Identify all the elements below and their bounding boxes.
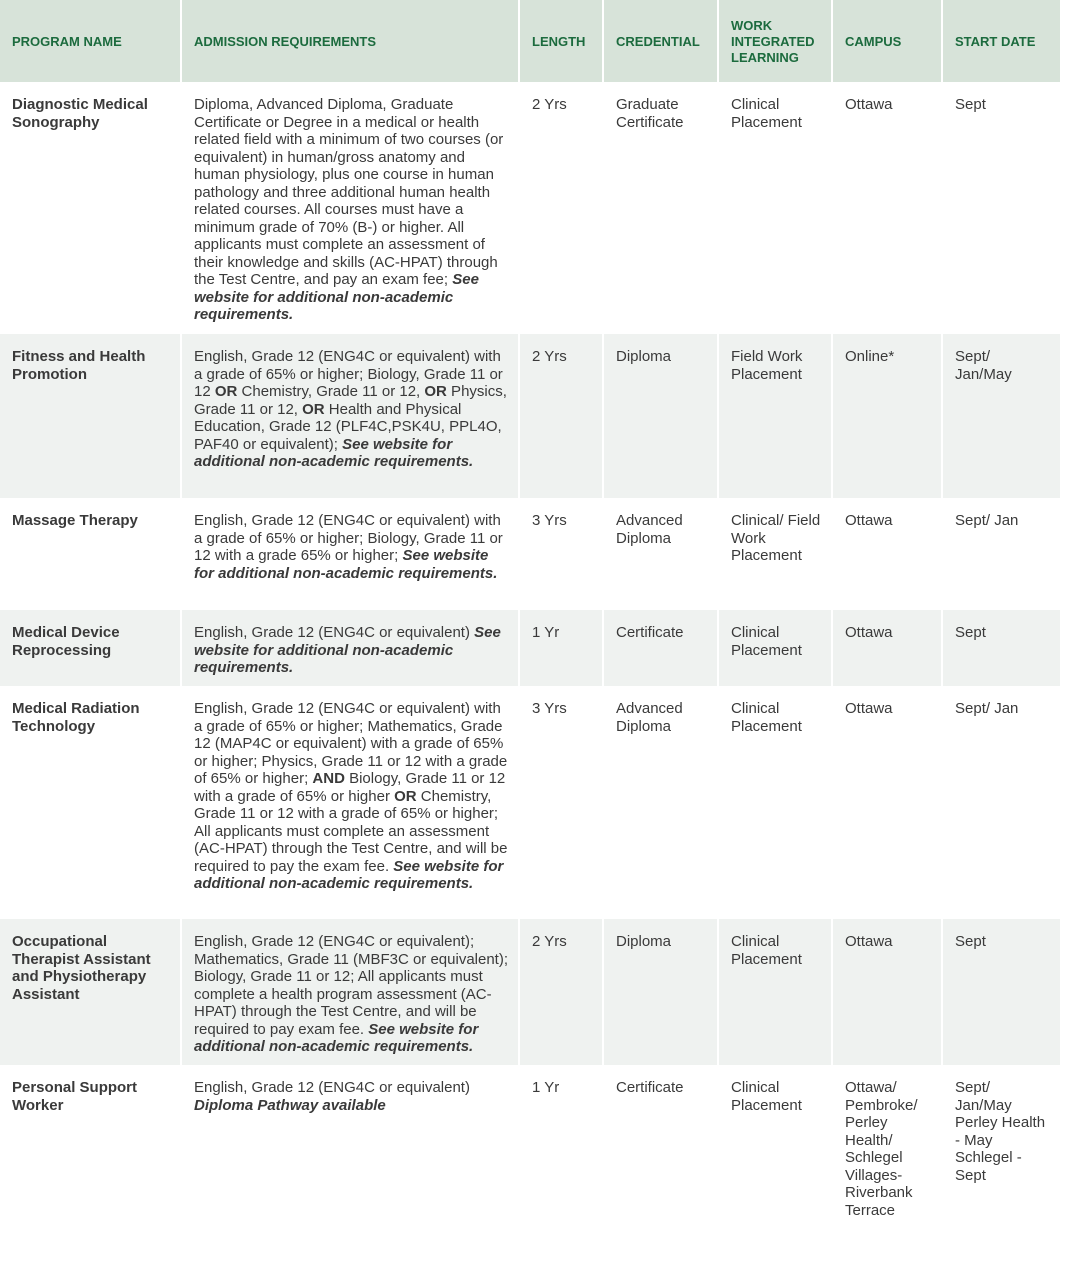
requirement-keyword: OR <box>214 383 238 400</box>
program-campus: Ottawa <box>833 919 943 1065</box>
admission-requirements <box>182 498 520 610</box>
requirement-note: See website for additional non-academic requirements. <box>194 271 479 323</box>
program-name: Occupational Therapist Assistant and Physiotherapy Assistant <box>0 919 182 1065</box>
table-row <box>0 1065 1060 1287</box>
program-start-date: Sept/ Jan/May <box>943 334 1060 498</box>
program-length: 2 Yrs <box>520 334 604 498</box>
requirement-text: English, Grade 12 (ENG4C or equivalent); Mathematics, Grade 11 (MBF3C or equivalent); Biology, Grade 11 or 12; All applicants must complete a health program assessment (AC-HPAT) through the Test Centre, and will be required to pay exam fee. <box>194 933 509 1038</box>
admission-requirements <box>182 686 520 919</box>
program-start-date: Sept/ Jan <box>955 700 1019 717</box>
requirement-keyword: OR <box>424 383 447 400</box>
program-length: 1 Yr <box>520 610 604 686</box>
program-campus: Ottawa <box>833 498 943 610</box>
header-campus: CAMPUS <box>833 0 943 82</box>
program-credential: Graduate Certificate <box>604 82 719 334</box>
requirement-text: English, Grade 12 (ENG4C or equivalent) with a grade of 65% or higher; Mathematics, Grade 12 (MAP4C or equivalent) with a grade of 65% or higher; Physics, Grade 11 or 12 with a grade of 65% or higher; <box>194 700 508 787</box>
work-integrated-learning: Clinical Placement <box>719 1065 833 1287</box>
admission-requirements <box>182 334 520 498</box>
program-campus: Ottawa <box>833 610 943 686</box>
table-row <box>0 686 1060 919</box>
program-start-date: Sept <box>955 96 986 113</box>
program-start-date: Sept <box>943 919 1060 1065</box>
requirement-note: See website for additional non-academic requirements. <box>194 435 474 470</box>
table-row <box>0 919 1060 1065</box>
work-integrated-learning: Clinical Placement <box>719 686 833 919</box>
requirement-note: See website for additional non-academic requirements. <box>194 624 501 676</box>
requirement-text: English, Grade 12 (ENG4C or equivalent) with a grade of 65% or higher; Biology, Grade 11 or 12 with a grade 65% or higher; <box>194 512 503 564</box>
work-integrated-learning: Clinical/ Field Work Placement <box>719 498 833 610</box>
work-integrated-learning: Clinical Placement <box>719 919 833 1065</box>
requirement-keyword: OR <box>394 787 417 805</box>
admission-requirements <box>182 82 520 334</box>
program-name: Medical Radiation Technology <box>0 686 182 919</box>
table-row <box>0 334 1060 498</box>
requirement-text: Health and Physical Education, Grade 12 (PLF4C,PSK4U, PPL4O, PAF40 or equivalent); <box>194 400 502 453</box>
program-credential: Certificate <box>604 610 719 686</box>
requirement-text: Biology, Grade 11 or 12 with a grade of 65% or higher <box>194 770 506 805</box>
admission-requirements <box>182 919 520 1065</box>
requirement-note: See website for additional non-academic requirements. <box>194 857 504 892</box>
requirement-text: Chemistry, Grade 11 or 12 with a grade of 65% or higher; All applicants must complete an assessment (AC-HPAT) through the Test Centre, and will be required to pay the exam fee. <box>194 787 508 875</box>
requirement-text: English, Grade 12 (ENG4C or equivalent) with a grade of 65% or higher; Biology, Grade 11 or 12 <box>194 348 503 400</box>
program-length: 1 Yr <box>520 1065 604 1287</box>
program-length: 3 Yrs <box>520 686 604 919</box>
program-credential: Advanced Diploma <box>604 498 719 610</box>
program-name: Diagnostic Medical Sonography <box>0 82 182 334</box>
program-start-date: Sept/ Jan <box>955 512 1019 529</box>
header-start-date: START DATE <box>943 0 1060 82</box>
header-length: LENGTH <box>520 0 604 82</box>
program-credential: Certificate <box>604 1065 719 1287</box>
work-integrated-learning: Field Work Placement <box>719 334 833 498</box>
requirement-keyword: OR <box>302 400 325 418</box>
requirement-text: Physics, Grade 11 or 12, <box>194 383 507 418</box>
requirement-note: Diploma Pathway available <box>194 1096 386 1114</box>
program-name: Fitness and Health Promotion <box>0 334 182 498</box>
program-name: Personal Support Worker <box>0 1065 182 1287</box>
table-row <box>0 498 1060 610</box>
program-length: 3 Yrs <box>520 498 604 610</box>
program-name: Medical Device Reprocessing <box>0 610 182 686</box>
requirement-text: Diploma, Advanced Diploma, Graduate Certificate or Degree in a medical or health related field with a minimum of two courses (or equivalent) in human/gross anatomy and human physiology, plus one course in human pathology and three additional human health related courses. All courses must have a minimum grade of 70% (B-) or higher. All applicants must complete an assessment of their knowledge and skills (AC-HPAT) through the Test Centre, and pay an exam fee; <box>194 96 504 288</box>
program-credential: Advanced Diploma <box>604 686 719 919</box>
admission-requirements <box>182 1065 520 1287</box>
header-credential: CREDENTIAL <box>604 0 719 82</box>
work-integrated-learning: Clinical Placement <box>719 82 833 334</box>
table-row <box>0 82 1060 334</box>
work-integrated-learning: Clinical Placement <box>719 610 833 686</box>
program-campus: Ottawa <box>833 82 943 334</box>
program-start-date: Sept/ Jan/May Perley Health - May Schlegel - Sept <box>955 1079 1046 1184</box>
program-credential: Diploma <box>604 919 719 1065</box>
header-admission-requirements: ADMISSION REQUIREMENTS <box>182 0 520 82</box>
program-campus: Ottawa <box>833 686 943 919</box>
header-work-integrated-learning: WORK INTEGRATED LEARNING <box>719 0 833 82</box>
table-row <box>0 610 1060 686</box>
header-program-name: PROGRAM NAME <box>0 0 182 82</box>
header-row <box>0 0 1060 82</box>
program-name: Massage Therapy <box>0 498 182 610</box>
requirement-text: Chemistry, Grade 11 or 12, <box>237 383 425 400</box>
program-length: 2 Yrs <box>520 82 604 334</box>
program-start-date: Sept <box>943 610 1060 686</box>
requirement-text: English, Grade 12 (ENG4C or equivalent) <box>194 1079 470 1096</box>
requirement-note: See website for additional non-academic requirements. <box>194 1020 479 1055</box>
program-campus: Ottawa/ Pembroke/ Perley Health/ Schlegel Villages- Riverbank Terrace <box>833 1065 943 1287</box>
program-campus: Online* <box>833 334 943 498</box>
requirement-note: See website for additional non-academic requirements. <box>194 547 498 582</box>
requirement-text: English, Grade 12 (ENG4C or equivalent) <box>194 624 475 641</box>
admission-requirements <box>182 610 520 686</box>
program-credential: Diploma <box>604 334 719 498</box>
program-length: 2 Yrs <box>520 919 604 1065</box>
requirement-keyword: AND <box>312 770 345 787</box>
